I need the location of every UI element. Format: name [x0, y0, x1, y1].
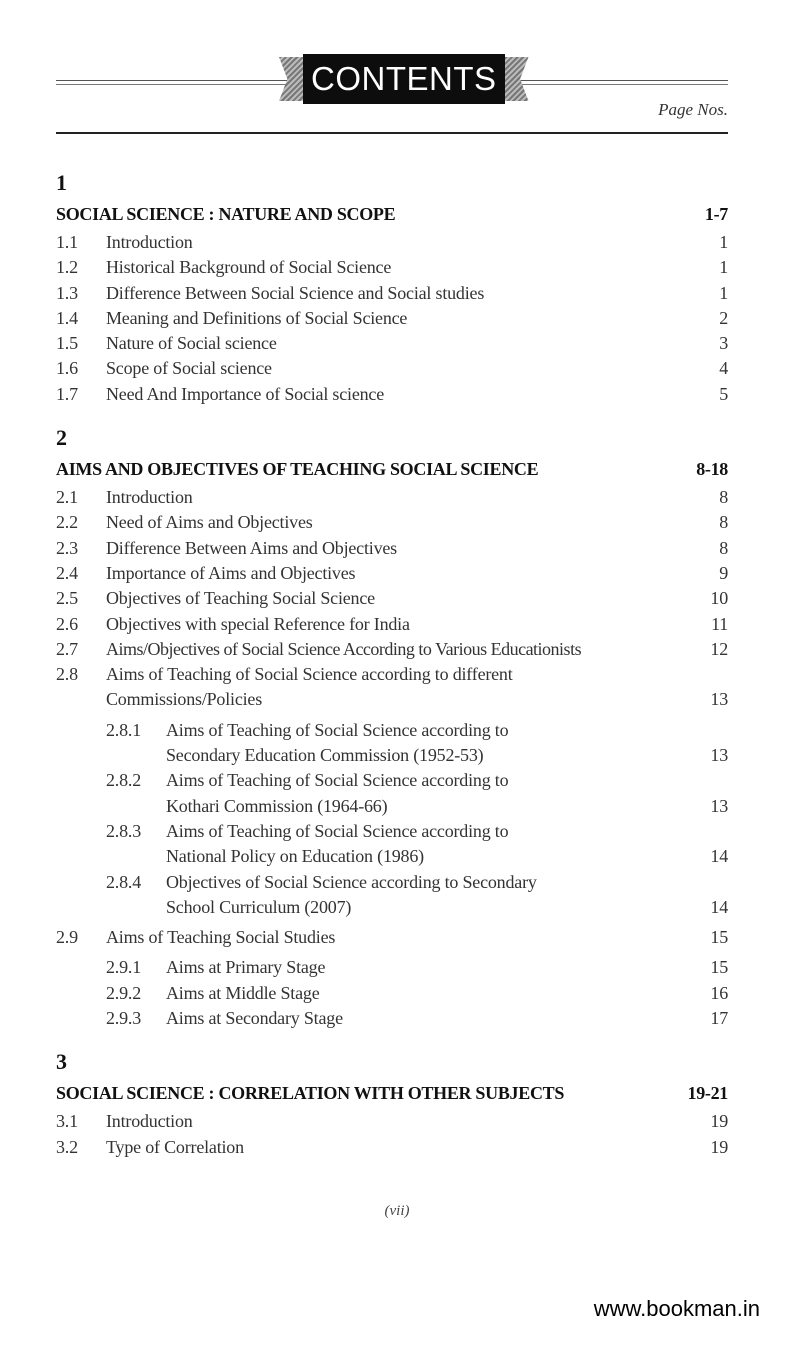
section-page: 1 [719, 282, 728, 303]
section-page: 19 [710, 1111, 728, 1132]
section-number: 3.1 [56, 1111, 78, 1132]
chapter-title [56, 198, 728, 230]
section-number: 2.9.2 [106, 982, 142, 1003]
toc-entry [56, 536, 728, 561]
page-nos-label: Page Nos. [658, 100, 728, 119]
section-page: 19 [710, 1136, 728, 1157]
section-title: Need And Importance of Social science [106, 383, 384, 404]
section-page: 1 [719, 232, 728, 252]
table-of-contents [56, 168, 728, 1160]
section-page: 8 [719, 537, 728, 558]
section-title: Objectives of Teaching Social Science [106, 588, 375, 609]
section-number: 2.9.1 [106, 957, 142, 978]
section-number: 1.5 [56, 333, 78, 354]
section-number: 2.8.4 [106, 871, 142, 892]
section-page: 8 [719, 487, 728, 508]
section-number: 2.6 [56, 613, 78, 634]
section-title: Aims of Teaching of Social Science according to Kothari Commission (1964-66) [166, 770, 509, 816]
section-title: Difference Between Social Science and Social studies [106, 282, 485, 303]
toc-entry [56, 925, 728, 950]
section-number: 1.4 [56, 307, 78, 328]
section-number: 3.2 [56, 1136, 78, 1157]
section-number: 2.5 [56, 588, 78, 609]
section-page: 12 [710, 638, 728, 659]
section-title: Aims of Teaching of Social Science according to Secondary Education Commission (1952-53) [166, 719, 509, 766]
toc-entry [56, 561, 728, 586]
page-number: (vii) [384, 1203, 410, 1219]
section-number: 1.3 [56, 282, 78, 303]
section-title: Introduction [106, 232, 193, 252]
section-page: 15 [710, 927, 728, 948]
toc-entry [56, 382, 728, 407]
chapter-title-text: SOCIAL SCIENCE : CORRELATION WITH OTHER SUBJECTS [56, 1083, 565, 1104]
toc-subentry [56, 1006, 728, 1031]
section-number: 1.1 [56, 232, 78, 252]
toc-entry [56, 331, 728, 356]
section-page: 13 [710, 795, 728, 816]
chapter-page-range: 8-18 [696, 459, 728, 480]
section-page: 11 [711, 613, 728, 634]
section-page: 5 [719, 383, 728, 404]
section-page: 3 [719, 333, 728, 354]
toc-entry [56, 1135, 728, 1160]
toc-entry [56, 586, 728, 611]
section-title: Scope of Social science [106, 358, 272, 379]
section-page: 10 [710, 588, 728, 609]
section-page: 1 [719, 257, 728, 278]
section-title: Type of Correlation [106, 1136, 244, 1157]
chapter-number: 1 [56, 170, 67, 195]
toc-subentry [56, 718, 728, 769]
section-number: 2.9.3 [106, 1008, 142, 1029]
section-page: 4 [719, 358, 728, 379]
chapter-title [56, 1077, 728, 1109]
title-banner [279, 54, 529, 104]
section-page: 14 [710, 846, 728, 867]
toc-entry [56, 637, 728, 662]
section-title: Aims at Secondary Stage [166, 1008, 343, 1029]
section-title: Aims/Objectives of Social Science According to Various Educationists [106, 638, 582, 659]
toc-entry [56, 510, 728, 535]
toc-subentry [56, 768, 728, 819]
section-number: 2.2 [56, 512, 78, 533]
section-title: Importance of Aims and Objectives [106, 562, 356, 583]
section-number: 1.2 [56, 257, 78, 278]
section-number: 2.9 [56, 927, 78, 948]
chapter-page-range: 1-7 [704, 204, 728, 224]
toc-subentry [56, 981, 728, 1006]
chapter-number: 3 [56, 1049, 67, 1075]
section-title: Historical Background of Social Science [106, 257, 392, 278]
toc-entry [56, 485, 728, 510]
section-number: 2.8.1 [106, 719, 142, 740]
section-title: Aims of Teaching of Social Science according to National Policy on Education (1986) [166, 820, 509, 867]
chapter-title-text: SOCIAL SCIENCE : NATURE AND SCOPE [56, 204, 396, 224]
chapter-title-text: AIMS AND OBJECTIVES OF TEACHING SOCIAL SCIENCE [56, 459, 539, 480]
toc-subentry [56, 870, 728, 921]
section-number: 2.4 [56, 562, 78, 583]
ribbon-left-decoration [279, 57, 303, 101]
section-number: 2.7 [56, 638, 78, 659]
toc-entry [56, 662, 728, 713]
chapter-title [56, 453, 728, 485]
chapter-page-range: 19-21 [687, 1083, 728, 1104]
section-page: 15 [710, 957, 728, 978]
section-page: 8 [719, 512, 728, 533]
section-title: Nature of Social science [106, 333, 277, 354]
toc-entry [56, 281, 728, 306]
chapter-number: 2 [56, 425, 67, 451]
section-title: Introduction [106, 1111, 193, 1132]
section-number: 2.8.3 [106, 820, 142, 841]
section-title: Meaning and Definitions of Social Science [106, 307, 408, 328]
section-title: Objectives of Social Science according to Secondary School Curriculum (2007) [166, 871, 537, 917]
section-page: 17 [710, 1008, 728, 1029]
page-title: CONTENTS [303, 54, 505, 104]
section-title: Aims at Middle Stage [166, 982, 320, 1003]
section-page: 13 [710, 689, 728, 710]
toc-subentry [56, 955, 728, 980]
toc-entry [56, 306, 728, 331]
section-page: 2 [719, 307, 728, 328]
section-page: 13 [710, 745, 728, 766]
section-number: 2.1 [56, 487, 78, 508]
section-page: 16 [710, 982, 728, 1003]
section-number: 2.8.2 [106, 770, 142, 791]
header-rule-bottom [56, 132, 728, 134]
section-title: Difference Between Aims and Objectives [106, 537, 397, 558]
toc-entry [56, 255, 728, 280]
toc-entry [56, 356, 728, 381]
ribbon-right-decoration [505, 57, 529, 101]
toc-subentry [56, 819, 728, 870]
toc-entry [56, 230, 728, 255]
section-title: Aims at Primary Stage [166, 957, 326, 978]
section-title: Need of Aims and Objectives [106, 512, 313, 533]
section-title: Objectives with special Reference for India [106, 613, 410, 634]
section-title: Introduction [106, 487, 193, 508]
section-title: Aims of Teaching of Social Science according to different Commissions/Policies [106, 664, 513, 710]
section-number: 2.3 [56, 537, 78, 558]
section-number: 1.7 [56, 383, 78, 404]
section-page: 14 [710, 896, 728, 917]
toc-entry [56, 612, 728, 637]
website-watermark: www.bookman.in [593, 1296, 760, 1321]
section-number: 1.6 [56, 358, 78, 379]
section-number: 2.8 [56, 664, 78, 685]
toc-entry [56, 1109, 728, 1134]
contents-header [56, 52, 728, 137]
section-title: Aims of Teaching Social Studies [106, 927, 336, 948]
section-page: 9 [719, 562, 728, 583]
